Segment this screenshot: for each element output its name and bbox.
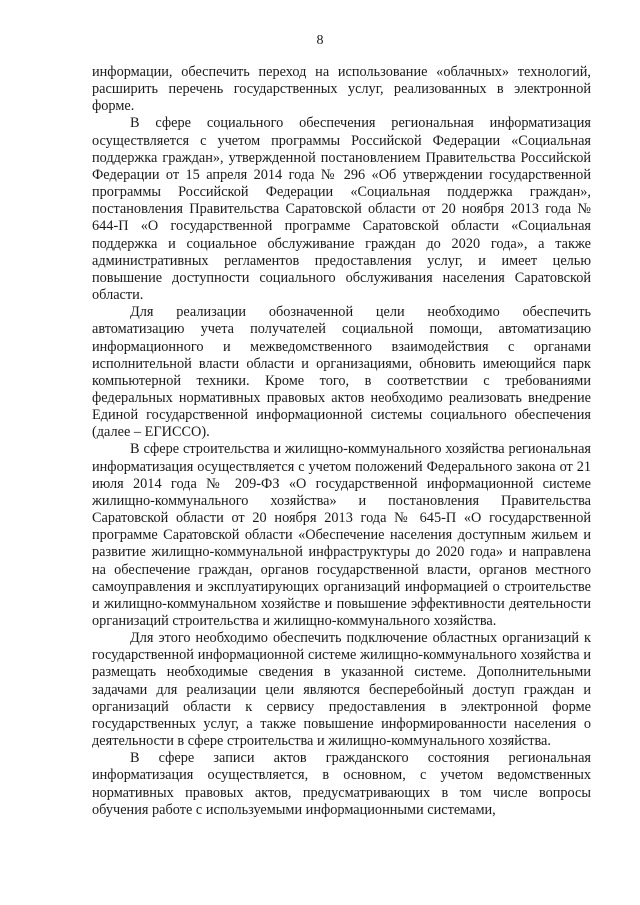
- body-text: [92, 64, 591, 819]
- paragraph-continuation: информации, обеспечить переход на использование «облачных» технологий, расширить перечень государственных услуг, реализованных в электронной форме.: [92, 64, 591, 115]
- paragraph-construction-housing: В сфере строительства и жилищно-коммунального хозяйства региональная информатизация осуществляется с учетом положений Федерального закона от 21 июля 2014 года № 209-ФЗ «О государственной информационной системе жилищно-коммунального хозяйства» и постановления Правительства Саратовской области от 20 ноября 2013 года № 645-П «О государственной программе Саратовской области «Обеспечение населения доступным жильем и развитие жилищно-коммунальной инфраструктуры до 2020 года» и направлена на обеспечение граждан, органов государственной власти, органов местного самоуправления и эксплуатирующих организаций информацией о строительстве и жилищно-коммунальном хозяйстве и повышение эффективности деятельности организаций строительства и жилищно-коммунального хозяйства.: [92, 441, 591, 629]
- paragraph-social-security: В сфере социального обеспечения региональная информатизация осуществляется с учетом программы Российской Федерации «Социальная поддержка граждан», утвержденной постановлением Правительства Российской Федерации от 15 апреля 2014 года № 296 «Об утверждении государственной программы Российской Федерации «Социальная поддержка граждан», постановления Правительства Саратовской области от 20 ноября 2013 года № 644-П «О государственной программе Саратовской области «Социальная поддержка и социальное обслуживание граждан до 2020 года», а также административных регламентов предоставления услуг, и имеет целью повышение доступности социального обслуживания населения Саратовской области.: [92, 115, 591, 304]
- paragraph-housing-tasks: Для этого необходимо обеспечить подключение областных организаций к государственной информационной системе жилищно-коммунального хозяйства и размещать необходимые сведения в указанной системе. Дополнительными задачами для реализации цели являются бесперебойный доступ граждан и организаций области к сервису предоставления в электронной форме государственных услуг, а также повышение информированности населения о деятельности в сфере строительства и жилищно-коммунального хозяйства.: [92, 630, 591, 750]
- page-number: 8: [316, 33, 324, 48]
- paragraph-social-goals: Для реализации обозначенной цели необходимо обеспечить автоматизацию учета получателей социальной помощи, автоматизацию информационного и межведомственного взаимодействия с органами исполнительной власти области и организациями, обновить имеющийся парк компьютерной техники. Кроме того, в соответствии с требованиями федеральных нормативных правовых актов необходимо реализовать внедрение Единой государственной информационной системы социального обеспечения (далее – ЕГИССО).: [92, 304, 591, 441]
- paragraph-civil-registry: В сфере записи актов гражданского состояния региональная информатизация осуществляется, в основном, с учетом ведомственных нормативных правовых актов, предусматривающих в том числе вопросы обучения работе с используемыми информационными системами,: [92, 750, 591, 818]
